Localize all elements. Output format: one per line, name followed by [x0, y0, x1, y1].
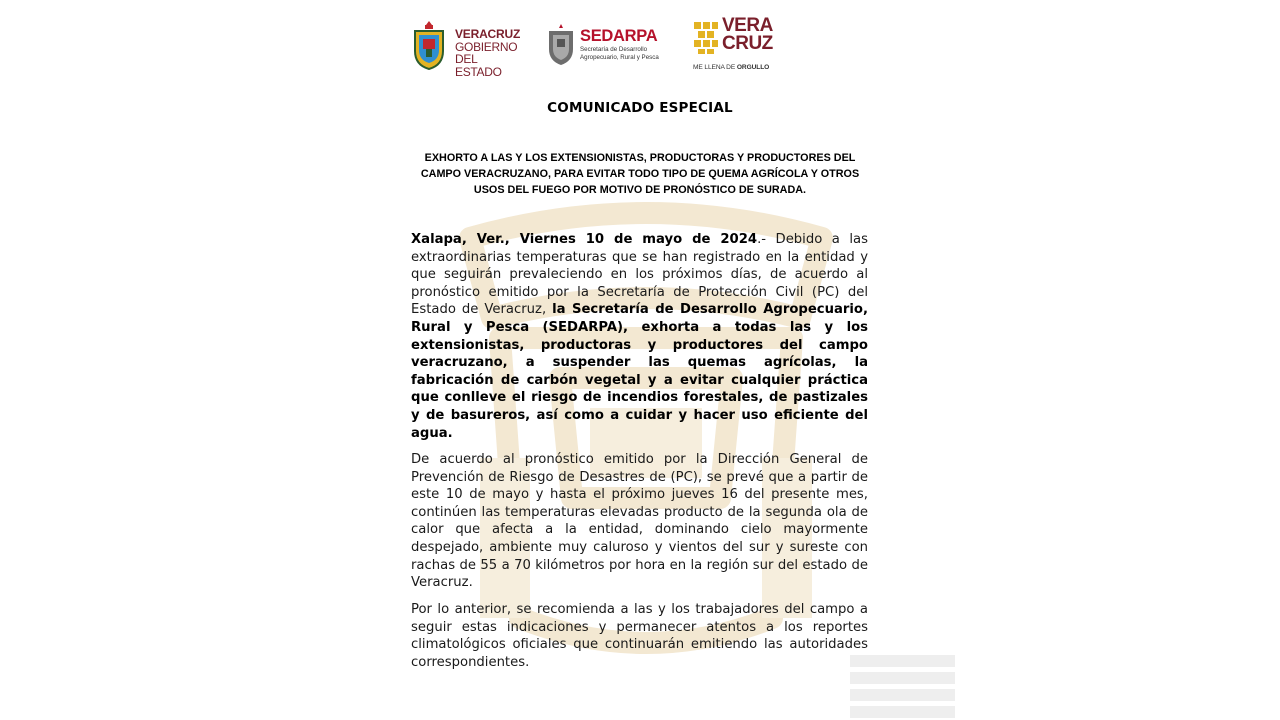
paragraph-3: Por lo anterior, se recomienda a las y los trabajadores del campo a seguir estas indicaciones y permanecer atentos a los reportes climatológicos oficiales que continuarán emitiendo las autoridades correspondientes.	[411, 602, 868, 670]
document-title: COMUNICADO ESPECIAL	[547, 100, 733, 116]
header-logos	[410, 15, 870, 77]
brand-pattern-icon	[693, 21, 719, 55]
gobierno-text	[455, 28, 522, 78]
paragraph-2: De acuerdo al pronóstico emitido por la Dirección General de Prevención de Riesgo de Desastres de (PC), se prevé que a partir de este 10 de mayo y hasta el próximo jueves 16 del presente mes, continúen las temperaturas elevadas producto de la segunda ola de calor que afecta a la entidad, dominando cielo mayormente despejado, ambiente muy caluroso y vientos del sur y sureste con rachas de 55 a 70 kilómetros por hora en la región sur del estado de Veracruz.	[411, 452, 868, 591]
brand-tagline	[693, 64, 769, 71]
gobierno-line-3: DEL ESTADO	[455, 52, 502, 79]
sedarpa-name: SEDARPA	[580, 27, 658, 45]
paragraph-1-bold: la Secretaría de Desarrollo Agropecuario, Rural y Pesca (SEDARPA), exhorta a todas las y los extensionistas, productoras y productores del campo veracruzano, a suspender las quemas agrícolas, la fabricación de carbón vegetal y a evitar cualquier práctica que conlleve el riesgo de incendios forestales, de pastizales y de basureros, así como a cuidar y hacer uso eficiente del agua.	[411, 302, 868, 441]
tagline-prefix: ME LLENA DE	[693, 64, 736, 71]
brand-line-1: VERA	[722, 15, 773, 36]
gobierno-line-1: VERACRUZ	[455, 27, 521, 41]
logo-veracruz-brand	[693, 15, 773, 77]
paragraph-1-intro: .- Debido a las extraordinarias temperaturas que se han registrado en la entidad y que seguirán prevaleciendo en los próximos días, de acuerdo al pronóstico emitido por la Secretaría de Protección Civil (PC) del Estado de Veracruz,	[411, 232, 868, 318]
logo-gobierno-veracruz	[412, 15, 522, 77]
brand-line-2: CRUZ	[722, 33, 773, 54]
document-subtitle: EXHORTO A LAS Y LOS EXTENSIONISTAS, PRODUCTORAS Y PRODUCTORES DEL CAMPO VERACRUZANO, PARA EVITAR TODO TIPO DE QUEMA AGRÍCOLA Y OTROS USOS DEL FUEGO POR MOTIVO DE PRONÓSTICO DE SURADA.	[420, 152, 860, 196]
logo-sedarpa	[547, 15, 667, 77]
gobierno-line-2: GOBIERNO	[455, 39, 518, 54]
sedarpa-emblem-icon	[547, 23, 575, 67]
coat-of-arms-icon	[412, 19, 446, 71]
tagline-bold: ORGULLO	[736, 64, 770, 71]
dateline: Xalapa, Ver., Viernes 10 de mayo de 2024	[411, 232, 758, 247]
paragraph-1	[411, 231, 868, 442]
sedarpa-subtitle: Secretaría de Desarrollo Agropecuario, Rural y Pesca	[580, 46, 659, 61]
brand-wordmark	[722, 17, 773, 53]
